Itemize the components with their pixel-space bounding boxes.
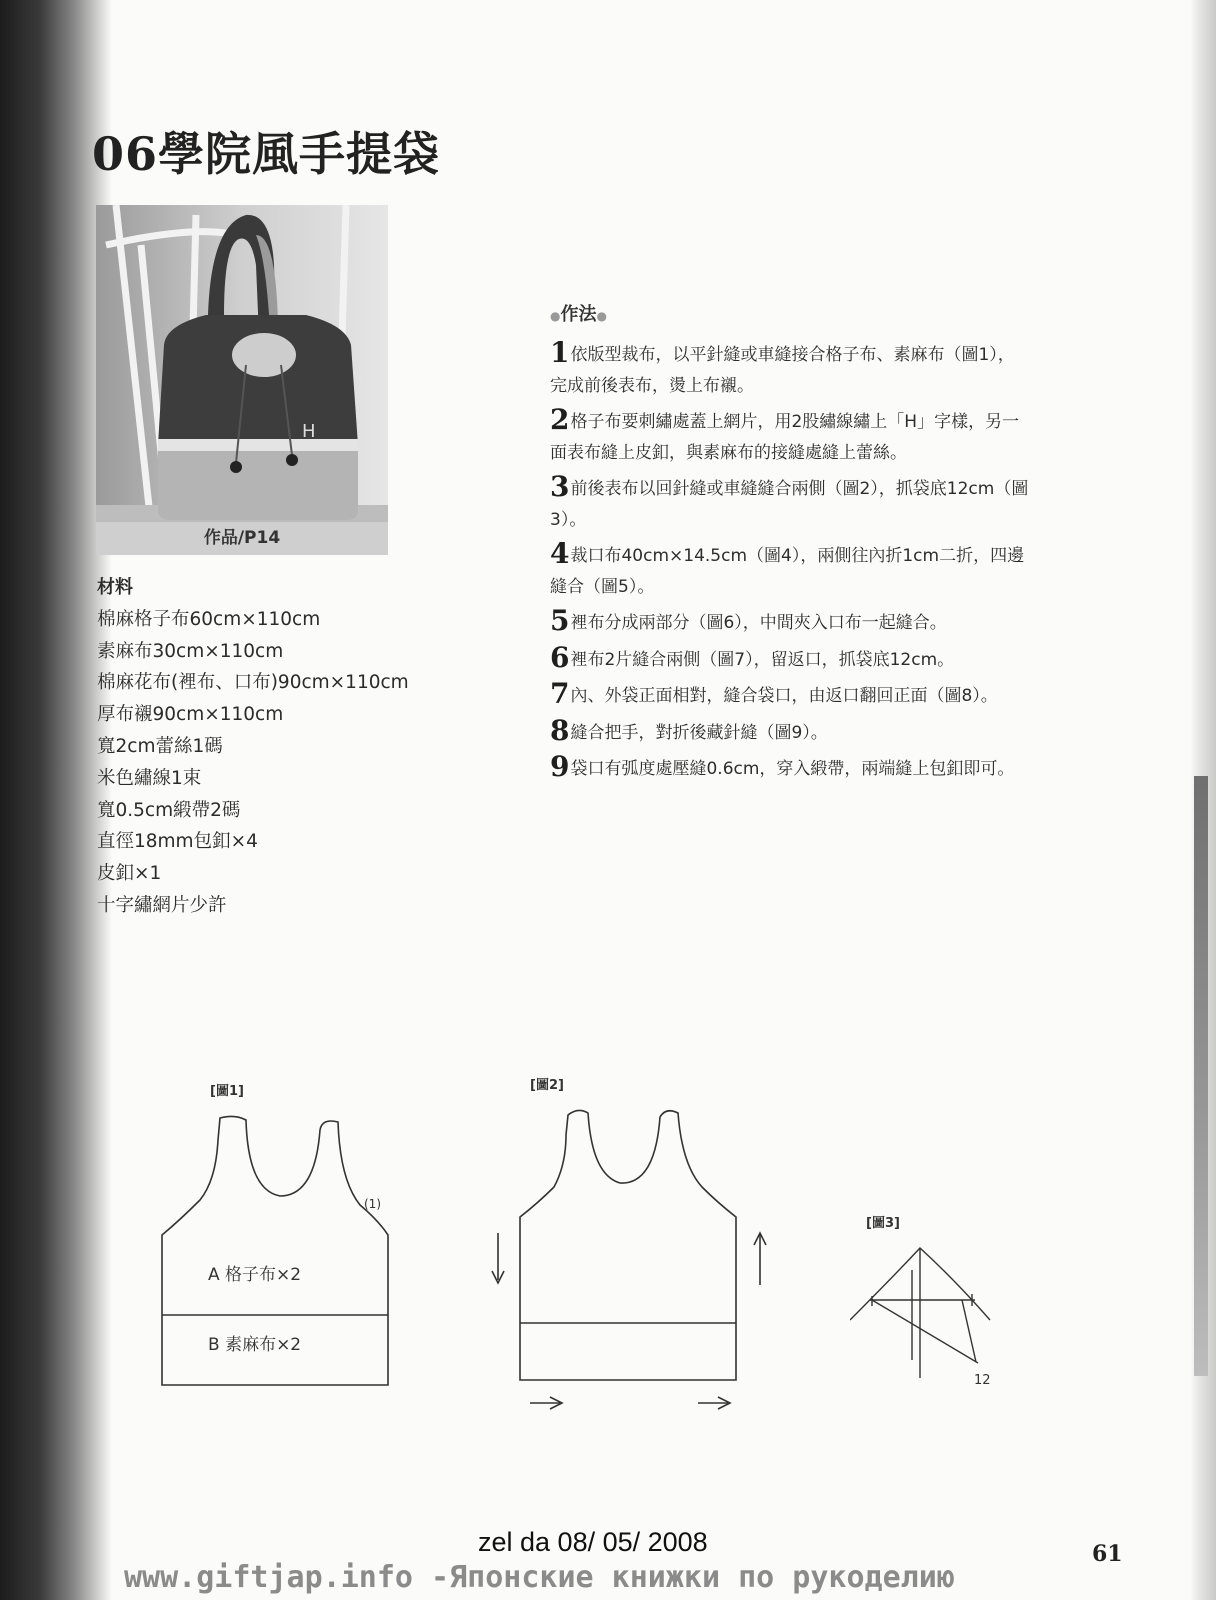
fig3-pattern bbox=[850, 1240, 1010, 1400]
materials-heading: 材料 bbox=[97, 577, 133, 598]
material-item: 皮釦×1 bbox=[97, 863, 162, 885]
method-heading: ●作法● bbox=[550, 304, 607, 325]
fig1-pattern bbox=[150, 1110, 400, 1390]
footer-url: www.giftjap.info -Японские книжки по рукоделию bbox=[124, 1560, 955, 1595]
method-step: 2格子布要刺繡處蓋上網片，用2股繡線繡上「H」字樣，另一面表布縫上皮釦，與素麻布的接縫處縫上蕾絲。 bbox=[550, 403, 1020, 463]
fig1-part-b: B 素麻布×2 bbox=[208, 1335, 302, 1355]
method-step: 3前後表布以回針縫或車縫縫合兩側（圖2），抓袋底12cm（圖3）。 bbox=[550, 470, 1029, 530]
method-step: 1依版型裁布，以平針縫或車縫接合格子布、素麻布（圖1），完成前後表布，燙上布襯。 bbox=[550, 336, 1015, 396]
material-item: 米色繡線1束 bbox=[97, 767, 202, 789]
method-step: 4裁口布40cm×14.5cm（圖4），兩側往內折1cm二折，四邊縫合（圖5）。 bbox=[550, 537, 1025, 597]
fig2-label: [圖2] bbox=[530, 1078, 564, 1093]
photo-caption: 作品/P14 bbox=[96, 522, 388, 555]
footer-date: zel da 08/ 05/ 2008 bbox=[478, 1527, 708, 1557]
material-item: 厚布襯90cm×110cm bbox=[97, 704, 284, 726]
fig3-label: [圖3] bbox=[866, 1216, 900, 1231]
bullet-icon: ● bbox=[550, 309, 561, 323]
method-step: 8縫合把手，對折後藏針縫（圖9）。 bbox=[550, 713, 828, 747]
method-step: 5裡布分成兩部分（圖6），中間夾入口布一起縫合。 bbox=[550, 604, 947, 637]
bullet-icon: ● bbox=[596, 309, 607, 323]
fig1-part-a: A 格子布×2 bbox=[208, 1265, 302, 1285]
material-item: 寬2cm蕾絲1碼 bbox=[97, 735, 223, 757]
material-item: 十字繡網片少許 bbox=[97, 894, 227, 916]
fig1-label: [圖1] bbox=[210, 1084, 244, 1099]
fig1-note: (1) bbox=[364, 1197, 381, 1211]
method-step: 9袋口有弧度處壓縫0.6cm，穿入緞帶，兩端縫上包釦即可。 bbox=[550, 750, 1015, 783]
page-title: 06學院風手提袋 bbox=[92, 127, 441, 181]
material-item: 棉麻格子布60cm×110cm bbox=[97, 608, 321, 630]
bag-photo bbox=[96, 205, 388, 555]
method-step: 7內、外袋正面相對，縫合袋口，由返口翻回正面（圖8）。 bbox=[550, 677, 998, 710]
material-item: 直徑18mm包釦×4 bbox=[97, 831, 258, 853]
method-section bbox=[550, 300, 1030, 791]
fig2-pattern bbox=[480, 1105, 780, 1425]
page-edge-strip bbox=[1194, 776, 1208, 1376]
fig3-measure: 12 bbox=[974, 1373, 991, 1388]
material-item: 棉麻花布(裡布、口布)90cm×110cm bbox=[97, 672, 409, 694]
material-item: 素麻布30cm×110cm bbox=[97, 640, 284, 662]
monogram-h: H bbox=[302, 421, 316, 442]
material-item: 寬0.5cm緞帶2碼 bbox=[97, 799, 241, 821]
method-step: 6裡布2片縫合兩側（圖7），留返口，抓袋底12cm。 bbox=[550, 640, 955, 674]
materials-list bbox=[97, 572, 409, 922]
page-number: 61 bbox=[1092, 1541, 1123, 1567]
